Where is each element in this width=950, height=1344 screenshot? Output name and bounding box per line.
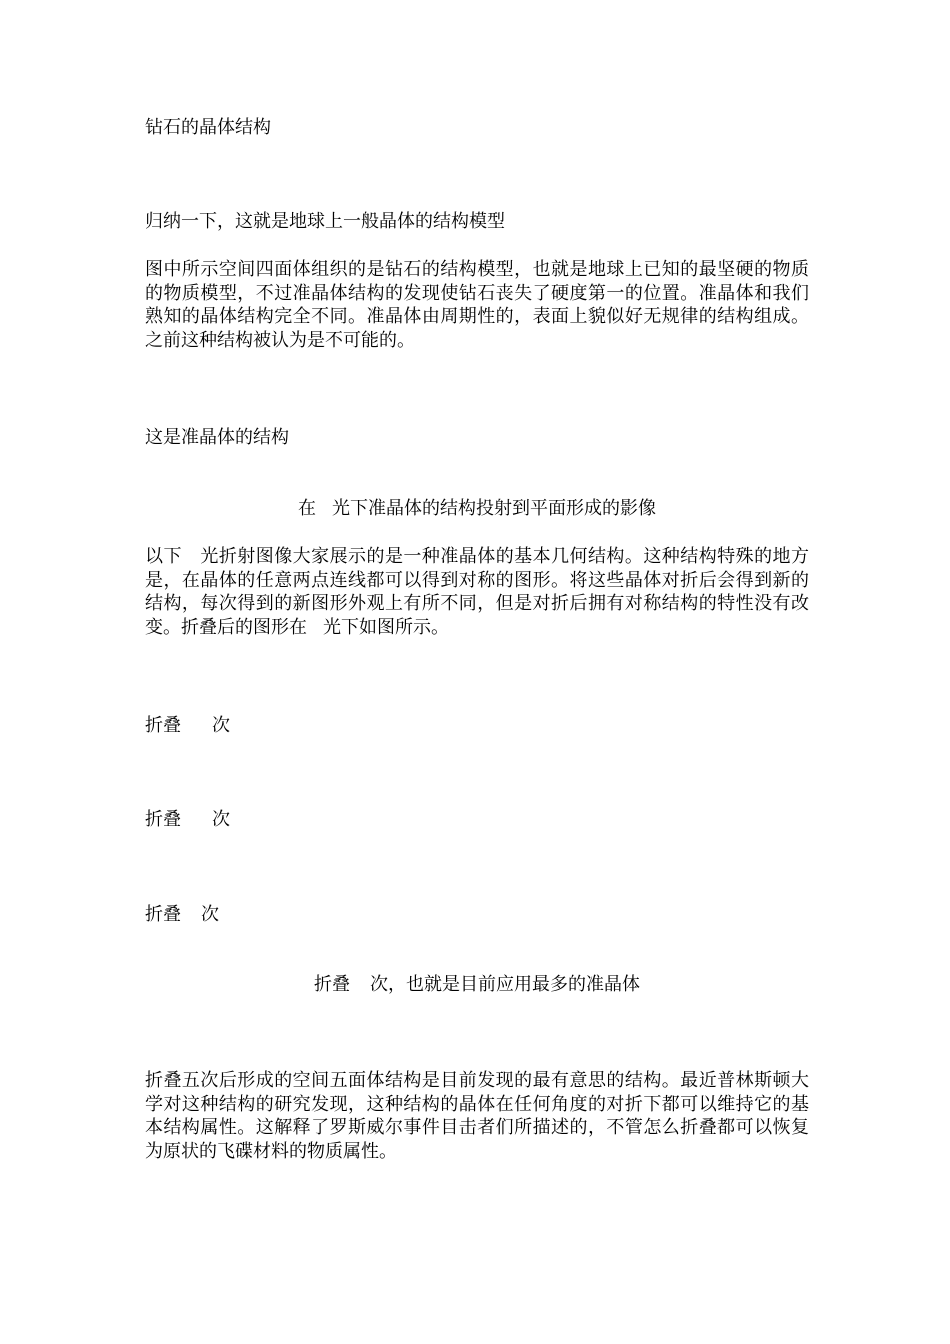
quasicrystal-title: 这是准晶体的结构 [145,427,289,448]
paragraph-refraction-after: 光下如图所示。 [323,616,449,638]
summary-title: 归纳一下，这就是地球上一般晶体的结构模型 [145,211,505,232]
projection-caption [145,497,809,521]
fold-line-3-before: 折叠 [145,904,181,925]
fold-line-4-after: 次，也就是目前应用最多的准晶体 [370,974,640,995]
paragraph-refraction-middle: 光折射图像大家展示的是一种准晶体的基本几何结构。这种结构特殊的地方是，在晶体的任意两点连线都可以得到对称的图形。将这些晶体对折后会得到新的结构，每次得到的新图形外观上有所不同，但是对折后拥有对称结构的特性没有改变。折叠后的图形在 [145,546,810,638]
fold-line-4 [145,973,809,997]
paragraph-diamond-model: 图中所示空间四面体组织的是钻石的结构模型，也就是地球上已知的最坚硬的物质的物质模型，不过准晶体结构的发现使钻石丧失了硬度第一的位置。准晶体和我们熟知的晶体结构完全不同。准晶体由周期性的，表面上貌似好无规律的结构组成。之前这种结构被认为是不可能的。 [145,259,809,351]
fold-line-3-after: 次 [201,904,219,925]
fold-line-4-before: 折叠 [314,974,350,995]
fold-line-2-before: 折叠 [145,809,181,830]
projection-caption-after: 光下准晶体的结构投射到平面形成的影像 [332,498,656,519]
fold-line-1-after: 次 [212,715,230,736]
fold-line-3 [145,903,219,927]
paragraph-pentagonal-structure: 折叠五次后形成的空间五面体结构是目前发现的最有意思的结构。最近普林斯顿大学对这种结构的研究发现，这种结构的晶体在任何角度的对折下都可以维持它的基本结构属性。这解释了罗斯威尔事件目击者们所描述的，不管怎么折叠都可以恢复为原状的飞碟材料的物质属性。 [145,1070,809,1162]
fold-line-1-before: 折叠 [145,715,181,736]
projection-caption-before: 在 [298,498,316,519]
fold-line-2 [145,808,230,832]
paragraph-refraction-before: 以下 [145,546,182,567]
fold-line-1 [145,714,230,738]
paragraph-refraction-image [145,545,809,639]
diamond-structure-title: 钻石的晶体结构 [145,117,271,138]
fold-line-2-after: 次 [212,809,230,830]
